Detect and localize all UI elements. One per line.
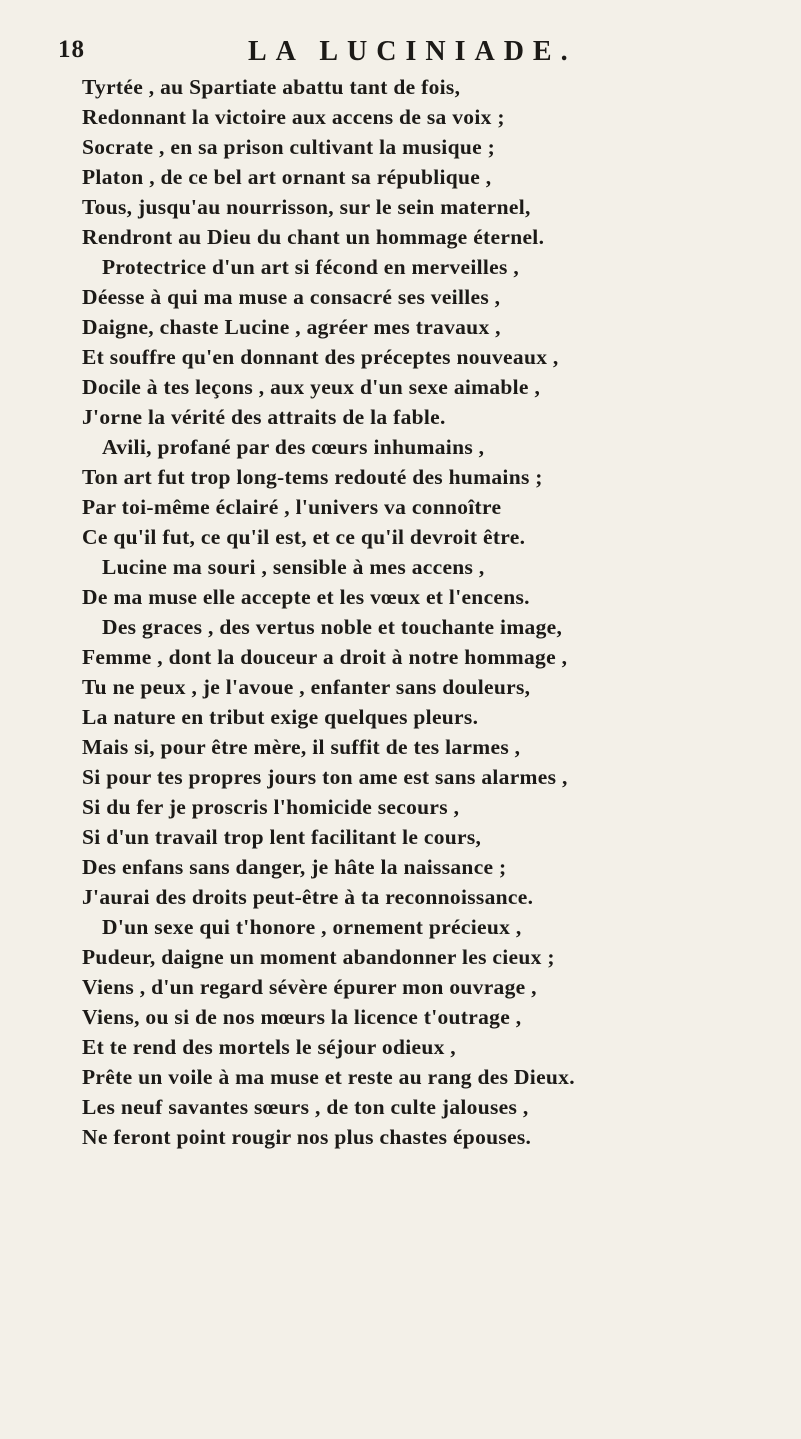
running-title: LA LUCINIADE.	[248, 36, 577, 67]
verse-line: Et souffre qu'en donnant des préceptes nouveaux ,	[82, 345, 559, 369]
verse-line: Ne feront point rougir nos plus chastes épouses.	[82, 1125, 532, 1149]
verse-line: Et te rend des mortels le séjour odieux ,	[82, 1035, 456, 1059]
verse-line: Tous, jusqu'au nourrisson, sur le sein maternel,	[82, 195, 531, 219]
verse-line: Rendront au Dieu du chant un hommage éternel.	[82, 225, 545, 249]
verse-line: Avili, profané par des cœurs inhumains ,	[102, 435, 485, 459]
verse-line: Si d'un travail trop lent facilitant le cours,	[82, 825, 482, 849]
verse-line: Ce qu'il fut, ce qu'il est, et ce qu'il devroit être.	[82, 525, 526, 549]
verse-line: Les neuf savantes sœurs , de ton culte jalouses ,	[82, 1095, 529, 1119]
verse-line: Pudeur, daigne un moment abandonner les cieux ;	[82, 945, 555, 969]
verse-line: J'orne la vérité des attraits de la fable.	[82, 405, 446, 429]
verse-line: D'un sexe qui t'honore , ornement précieux ,	[102, 915, 522, 939]
verse-line: Si du fer je proscris l'homicide secours ,	[82, 795, 460, 819]
verse-line: Si pour tes propres jours ton ame est sans alarmes ,	[82, 765, 568, 789]
page-number: 18	[58, 36, 85, 63]
verse-line: Femme , dont la douceur a droit à notre hommage ,	[82, 645, 568, 669]
verse-line: Par toi-même éclairé , l'univers va connoître	[82, 495, 502, 519]
verse-line: De ma muse elle accepte et les vœux et l'encens.	[82, 585, 530, 609]
verse-line: Des graces , des vertus noble et touchante image,	[102, 615, 563, 639]
verse-line: J'aurai des droits peut-être à ta reconnoissance.	[82, 885, 534, 909]
verse-line: Platon , de ce bel art ornant sa république ,	[82, 165, 492, 189]
verse-line: Protectrice d'un art si fécond en merveilles ,	[102, 255, 520, 279]
verse-line: Déesse à qui ma muse a consacré ses veilles ,	[82, 285, 501, 309]
verse-line: Prête un voile à ma muse et reste au rang des Dieux.	[82, 1065, 575, 1089]
verse-line: Viens, ou si de nos mœurs la licence t'outrage ,	[82, 1005, 522, 1029]
verse-line: Ton art fut trop long-tems redouté des humains ;	[82, 465, 543, 489]
page-header	[58, 36, 738, 70]
verse-line: Socrate , en sa prison cultivant la musique ;	[82, 135, 496, 159]
verse-line: Daigne, chaste Lucine , agréer mes travaux ,	[82, 315, 501, 339]
verse-line: Tyrtée , au Spartiate abattu tant de fois,	[82, 75, 461, 99]
verse-line: La nature en tribut exige quelques pleurs.	[82, 705, 479, 729]
verse-line: Tu ne peux , je l'avoue , enfanter sans douleurs,	[82, 675, 531, 699]
verse-line: Des enfans sans danger, je hâte la naissance ;	[82, 855, 507, 879]
verse-line: Lucine ma souri , sensible à mes accens ,	[102, 555, 485, 579]
verse-line: Docile à tes leçons , aux yeux d'un sexe aimable ,	[82, 375, 541, 399]
verse-line: Mais si, pour être mère, il suffit de tes larmes ,	[82, 735, 521, 759]
verse-line: Viens , d'un regard sévère épurer mon ouvrage ,	[82, 975, 537, 999]
verse-line: Redonnant la victoire aux accens de sa voix ;	[82, 105, 505, 129]
